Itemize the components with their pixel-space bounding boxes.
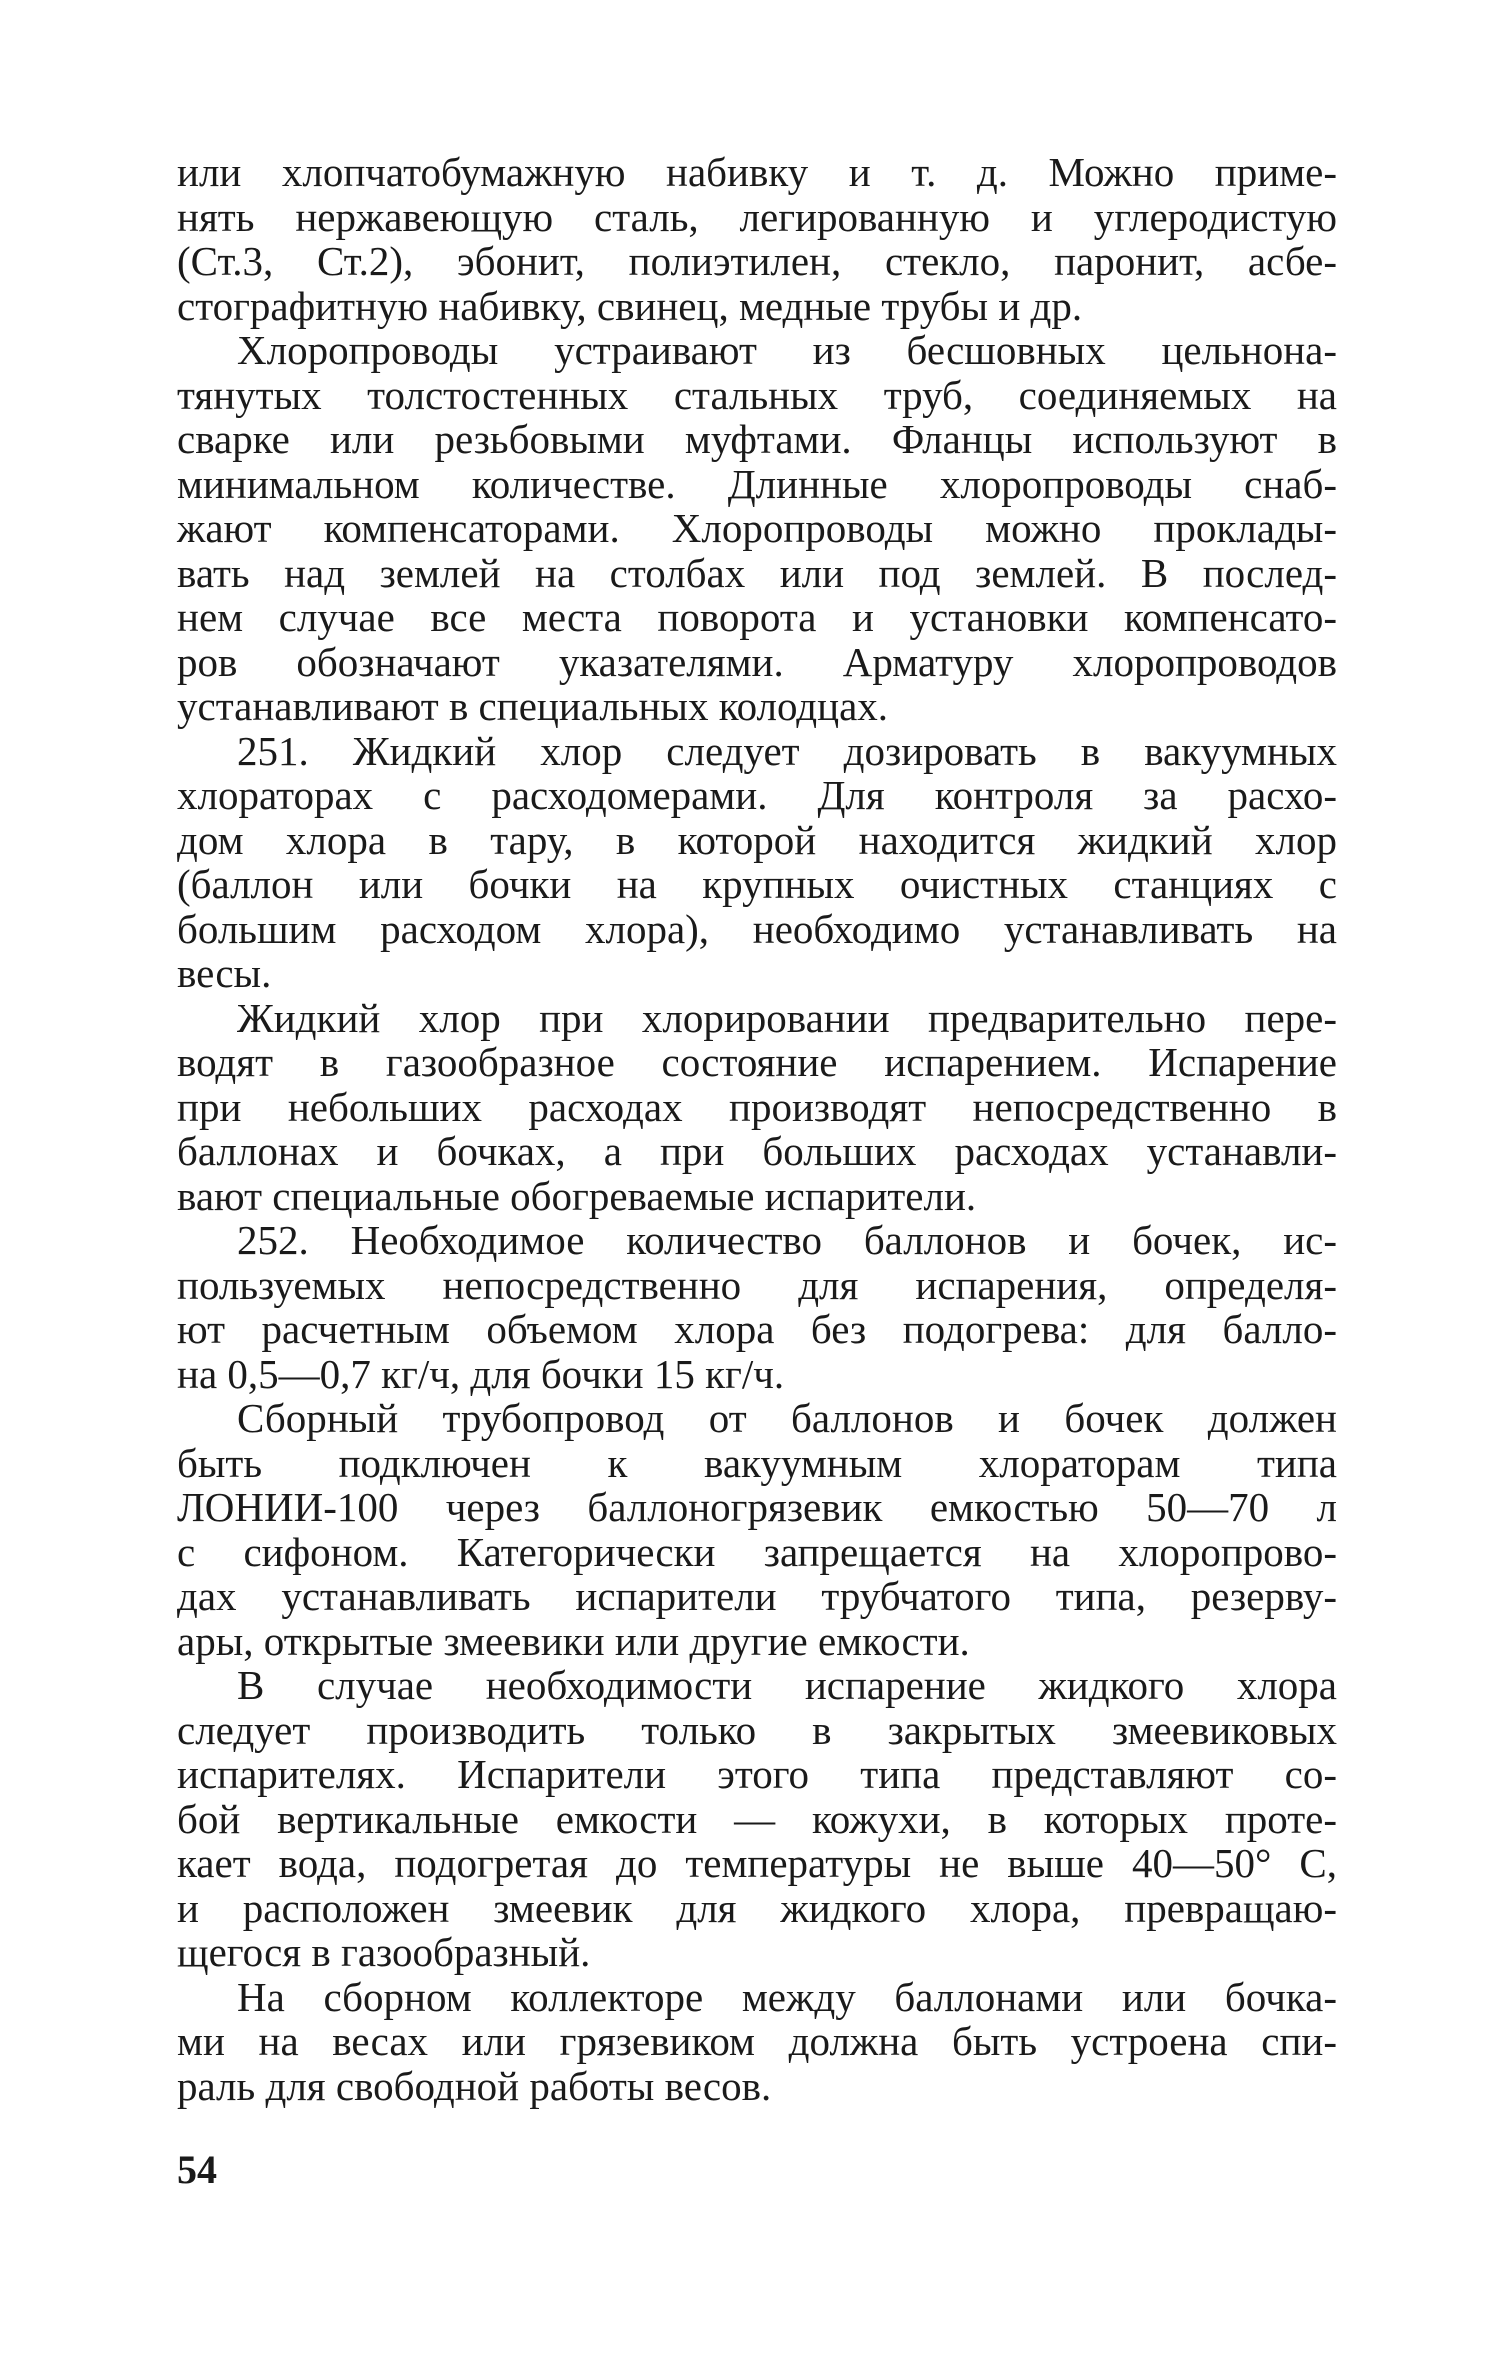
text-line: бой вертикальные емкости — кожухи, в которых проте- — [177, 1795, 1337, 1842]
text-line: испарителях. Испарители этого типа представляют со- — [177, 1751, 1337, 1797]
page-body — [177, 150, 1337, 2108]
text-line: ЛОНИИ-100 через баллоногрязевик емкостью 50—70 л — [177, 1484, 1337, 1530]
text-line: (Ст.3, Ст.2), эбонит, полиэтилен, стекло, паронит, асбе- — [177, 238, 1337, 284]
page-number: 54 — [177, 2147, 217, 2192]
text-line: весы. — [177, 950, 272, 996]
text-line: жают компенсаторами. Хлоропроводы можно проклады- — [177, 505, 1337, 551]
text-line: следует производить только в закрытых змеевиковых — [177, 1706, 1337, 1753]
text-line: кает вода, подогретая до температуры не выше 40—50° С, — [177, 1840, 1337, 1886]
text-line: вают специальные обогреваемые испарители. — [177, 1172, 977, 1219]
text-line: Жидкий хлор при хлорировании предварительно пере- — [237, 994, 1337, 1041]
text-line: щегося в газообразный. — [177, 1929, 591, 1975]
text-line: и расположен змеевик для жидкого хлора, превращаю- — [177, 1884, 1337, 1931]
text-line: ми на весах или грязевиком должна быть устроена спи- — [177, 2018, 1337, 2064]
text-line: ары, открытые змеевики или другие емкости. — [177, 1617, 970, 1664]
text-line: или хлопчатобумажную набивку и т. д. Можно приме- — [177, 149, 1337, 195]
text-line: быть подключен к вакуумным хлораторам типа — [177, 1439, 1337, 1486]
text-line: большим расходом хлора), необходимо устанавливать на — [177, 905, 1337, 952]
text-line: Сборный трубопровод от баллонов и бочек должен — [237, 1395, 1337, 1441]
text-line: дом хлора в тару, в которой находится жидкий хлор — [177, 816, 1337, 863]
text-line: В случае необходимости испарение жидкого хлора — [237, 1662, 1337, 1708]
text-line: (баллон или бочки на крупных очистных станциях с — [177, 861, 1337, 907]
text-line: минимальном количестве. Длинные хлоропроводы снаб- — [177, 460, 1337, 507]
text-line: хлораторах с расходомерами. Для контроля за расхо- — [177, 772, 1337, 818]
text-line: Хлоропроводы устраивают из бесшовных цельнона- — [237, 327, 1337, 373]
text-line: 251. Жидкий хлор следует дозировать в вакуумных — [237, 727, 1337, 774]
text-line: устанавливают в специальных колодцах. — [177, 683, 889, 729]
text-line: на 0,5—0,7 кг/ч, для бочки 15 кг/ч. — [177, 1350, 785, 1397]
text-line: дах устанавливать испарители трубчатого типа, резерву- — [177, 1573, 1337, 1619]
text-line: с сифоном. Категорически запрещается на хлоропрово- — [177, 1528, 1337, 1575]
text-line: нем случае все места поворота и установки компенсато- — [177, 594, 1337, 640]
text-line: тянутых толстостенных стальных труб, соединяемых на — [177, 371, 1337, 418]
text-line: баллонах и бочках, а при больших расходах устанавли- — [177, 1128, 1337, 1174]
text-line: стографитную набивку, свинец, медные трубы и др. — [177, 282, 1083, 329]
text-line: сварке или резьбовыми муфтами. Фланцы используют в — [177, 416, 1337, 462]
text-line: На сборном коллекторе между баллонами или бочка- — [237, 1973, 1337, 2020]
text-line: ров обозначают указателями. Арматуру хлоропроводов — [177, 638, 1337, 685]
text-line: нять нержавеющую сталь, легированную и углеродистую — [177, 193, 1337, 240]
text-line: 252. Необходимое количество баллонов и бочек, ис- — [237, 1217, 1337, 1263]
text-line: раль для свободной работы весов. — [177, 2062, 772, 2109]
text-line: водят в газообразное состояние испарением. Испарение — [177, 1039, 1337, 1085]
text-line: пользуемых непосредственно для испарения, определя- — [177, 1261, 1337, 1308]
text-line: ют расчетным объемом хлора без подогрева: для балло- — [177, 1306, 1337, 1352]
text-line: вать над землей на столбах или под землей. В послед- — [177, 549, 1337, 596]
text-line: при небольших расходах производят непосредственно в — [177, 1083, 1337, 1130]
